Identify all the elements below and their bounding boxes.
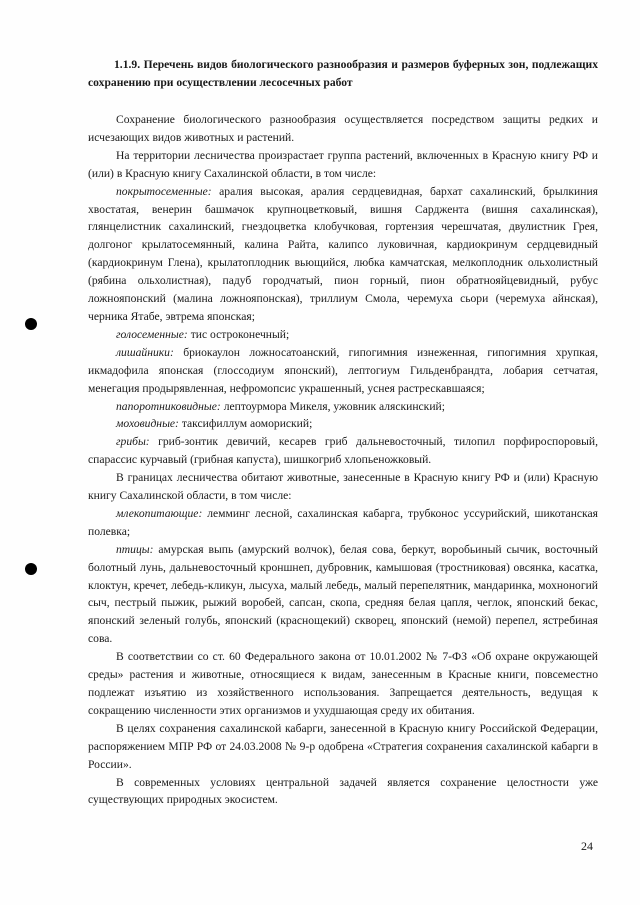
paragraph bbox=[88, 433, 598, 469]
paragraph bbox=[88, 398, 598, 416]
paragraph-text: лептоурмора Микеля, ужовник аляскинский; bbox=[220, 399, 445, 413]
paragraph-text: гриб-зонтик девичий, кесарев гриб дальневосточный, тилопил порфироспоровый, спарассис курчавый (грибная капуста), шишкогриб хлопьеножковый. bbox=[88, 435, 598, 467]
paragraph bbox=[88, 648, 598, 720]
category-label: млекопитающие: bbox=[116, 506, 203, 520]
paragraph bbox=[88, 147, 598, 183]
paragraph-text: В соответствии со ст. 60 Федерального закона от 10.01.2002 № 7-ФЗ «Об охране окружающей среды» растения и животные, относящиеся к видам, занесенным в Красные книги, повсеместно подлежат изъятию из хозяйственного использования. Запрещается деятельность, ведущая к сокращению численности этих организмов и ухудшающая среду их обитания. bbox=[88, 650, 598, 717]
binder-hole bbox=[25, 318, 37, 330]
paragraph bbox=[88, 415, 598, 433]
paragraph bbox=[88, 326, 598, 344]
paragraph-text: тис остроконечный; bbox=[187, 327, 290, 341]
paragraph bbox=[88, 774, 598, 810]
binder-hole bbox=[25, 563, 37, 575]
category-label: голосеменные: bbox=[116, 327, 188, 341]
paragraph bbox=[88, 505, 598, 541]
category-label: грибы: bbox=[116, 435, 150, 449]
paragraph bbox=[88, 344, 598, 398]
document-body bbox=[88, 56, 598, 809]
category-label: лишайники: bbox=[116, 345, 174, 359]
paragraph-text: Сохранение биологического разнообразия осуществляется посредством защиты редких и исчезающих видов животных и растений. bbox=[88, 113, 598, 144]
paragraph bbox=[88, 541, 598, 648]
paragraph bbox=[88, 469, 598, 505]
paragraph bbox=[88, 111, 598, 147]
paragraph-text: бриокаулон ложносатоанский, гипогимния изнеженная, гипогимния хрупкая, икмадофила японская (глоссодиум японский), лептогиум Гильденбрандта, лобария сетчатая, менегация продырявленная, нефромопсис украшенный, уснея растрескавшаяся; bbox=[88, 345, 598, 395]
paragraph-text: амурская выпь (амурский волчок), белая сова, беркут, воробьиный сычик, восточный болотный лунь, дальневосточный кроншнеп, дубровник, камышовая (тростниковая) овсянка, касатка, клоктун, кречет, лебедь-кликун, лысуха, малый лебедь, малый перепелятник, мандаринка, мохноногий сыч, пестрый пыжик, рыжий воробей, сапсан, скопа, средняя белая цапля, чеглок, японский бекас, японский зеленый голубь, японский (краснощекий) скворец, японский (немой) перепел, ястребиная сова. bbox=[88, 542, 598, 646]
paragraph-text: На территории лесничества произрастает группа растений, включенных в Красную книгу РФ и (или) в Красную книгу Сахалинской области, в том числе: bbox=[88, 148, 598, 180]
category-label: папоротниковидные: bbox=[116, 399, 221, 413]
paragraph bbox=[88, 183, 598, 326]
page-number: 24 bbox=[581, 839, 593, 853]
paragraph-text: В целях сохранения сахалинской кабарги, занесенной в Красную книгу Российской Федерации, распоряжением МПР РФ от 24.03.2008 № 9-р одобрена «Стратегия сохранения сахалинской кабарги в России». bbox=[88, 721, 598, 771]
paragraph-text: таксифиллум аомориский; bbox=[178, 417, 313, 431]
paragraph bbox=[88, 720, 598, 774]
paragraph-text: аралия высокая, аралия сердцевидная, бархат сахалинский, брылкиния хвостатая, венерин башмачок крупноцветковый, вишня Сарджента (вишня сахалинская), глянцелистник сахалинский, гнездоцветка клобучковая, гортензия черешчатая, двулистник Грея, долгоног крылатосемянный, калина Райта, калипсо луковичная, кардиокринум сердцевидный (кардиокринум Глена), крылатоплодник вьющийся, любка камчатская, мелкоплодник ольхолистный (рябина ольхолистная), падуб городчатый, пион горный, пион обратнояйцевидный, рубус ложнояпонский (малина ложнояпонская), триллиум Смола, черемуха сьори (черемуха айнская), черника Ятабе, эвтрема японская; bbox=[88, 184, 598, 323]
paragraph-text: В современных условиях центральной задачей является сохранение целостности уже существующих природных экосистем. bbox=[88, 775, 598, 807]
paragraph-text: В границах лесничества обитают животные, занесенные в Красную книгу РФ и (или) Красную книгу Сахалинской области, в том числе: bbox=[88, 471, 598, 503]
category-label: птицы: bbox=[116, 542, 154, 556]
category-label: моховидные: bbox=[116, 417, 179, 431]
category-label: покрытосеменные: bbox=[116, 184, 212, 198]
paragraph-text: лемминг лесной, сахалинская кабарга, трубконос уссурийский, шикотанская полевка; bbox=[88, 506, 598, 538]
section-heading: 1.1.9. Перечень видов биологического разнообразия и размеров буферных зон, подлежащих сохранению при осуществлении лесосечных работ bbox=[88, 58, 598, 89]
